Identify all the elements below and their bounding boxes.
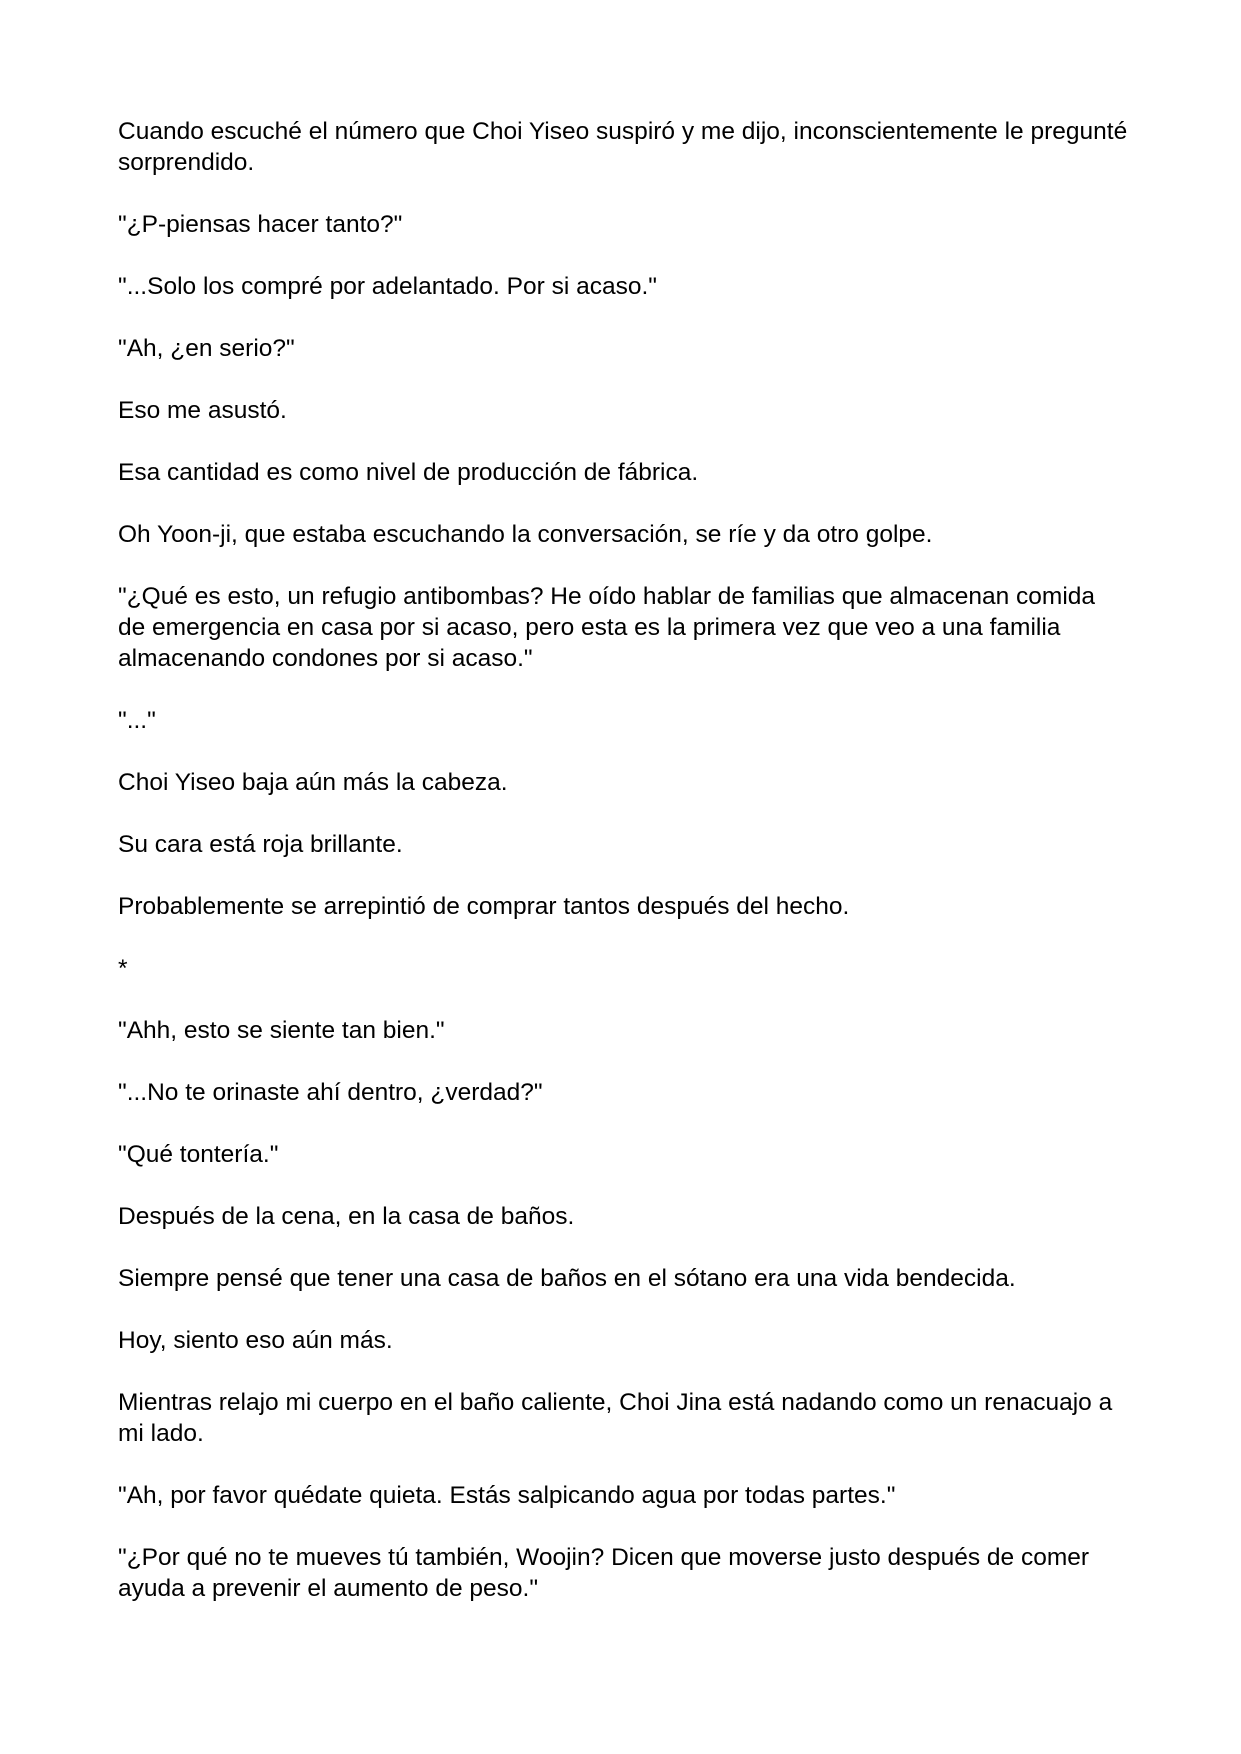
paragraph: Hoy, siento eso aún más. <box>118 1327 393 1354</box>
paragraph: "¿Por qué no te mueves tú también, Woojin? Dicen que moverse justo después de comer ayuda a prevenir el aumento de peso." <box>118 1544 1096 1602</box>
paragraph: Siempre pensé que tener una casa de baños en el sótano era una vida bendecida. <box>118 1265 1016 1292</box>
paragraph: "Ahh, esto se siente tan bien." <box>118 1017 445 1044</box>
paragraph: "..." <box>118 707 156 734</box>
paragraph: "...Solo los compré por adelantado. Por si acaso." <box>118 273 657 300</box>
paragraph: Oh Yoon-ji, que estaba escuchando la conversación, se ríe y da otro golpe. <box>118 521 933 548</box>
document-body <box>118 116 1135 1635</box>
paragraph: "Qué tontería." <box>118 1141 279 1168</box>
paragraph: "¿P-piensas hacer tanto?" <box>118 211 403 238</box>
paragraph: "Ah, por favor quédate quieta. Estás salpicando agua por todas partes." <box>118 1482 896 1509</box>
scene-break: * <box>118 955 128 982</box>
paragraph: Después de la cena, en la casa de baños. <box>118 1203 575 1230</box>
paragraph: "...No te orinaste ahí dentro, ¿verdad?" <box>118 1079 543 1106</box>
paragraph: Mientras relajo mi cuerpo en el baño caliente, Choi Jina está nadando como un renacuajo a mi lado. <box>118 1389 1120 1447</box>
paragraph: "¿Qué es esto, un refugio antibombas? He oído hablar de familias que almacenan comida de emergencia en casa por si acaso, pero esta es la primera vez que veo a una familia almacenando condones por si acaso." <box>118 583 1102 672</box>
paragraph: Eso me asustó. <box>118 397 287 424</box>
paragraph: Esa cantidad es como nivel de producción de fábrica. <box>118 459 699 486</box>
paragraph: Su cara está roja brillante. <box>118 831 403 858</box>
paragraph: "Ah, ¿en serio?" <box>118 335 295 362</box>
paragraph: Probablemente se arrepintió de comprar tantos después del hecho. <box>118 893 850 920</box>
paragraph: Choi Yiseo baja aún más la cabeza. <box>118 769 508 796</box>
paragraph: Cuando escuché el número que Choi Yiseo suspiró y me dijo, inconscientemente le pregunté sorprendido. <box>118 118 1135 176</box>
